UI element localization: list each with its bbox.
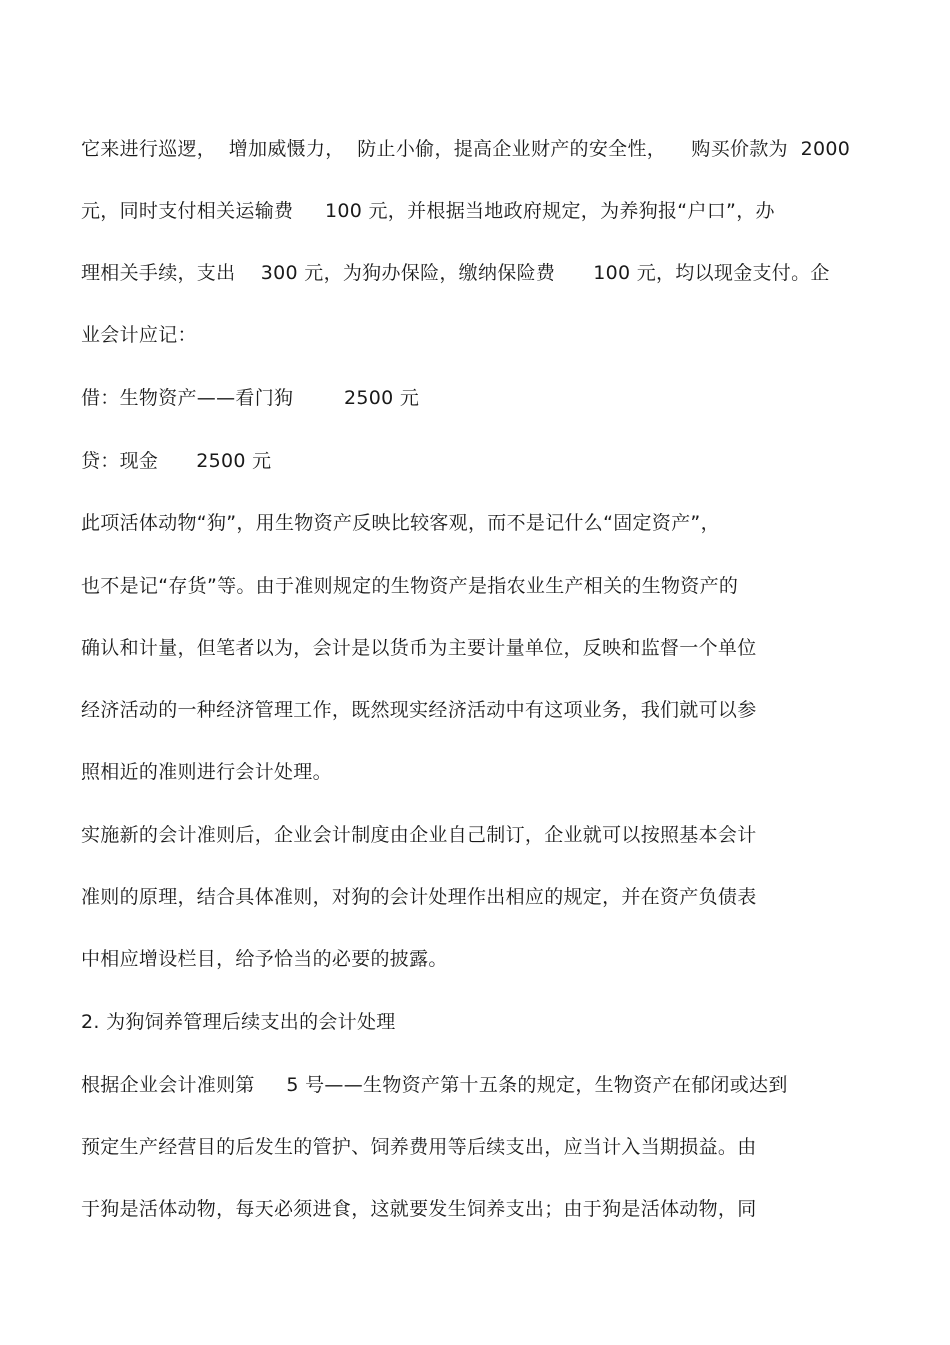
- text-line: 经济活动的一种经济管理工作，既然现实经济活动中有这项业务，我们就可以参: [81, 699, 757, 721]
- text-line: 照相近的准则进行会计处理。: [81, 761, 332, 783]
- text-line: 实施新的会计准则后，企业会计制度由企业自己制订，企业就可以按照基本会计: [81, 824, 757, 846]
- text-line: 准则的原理，结合具体准则，对狗的会计处理作出相应的规定，并在资产负债表: [81, 886, 757, 908]
- text-line: 根据企业会计准则第 5 号——生物资产第十五条的规定，生物资产在郁闭或达到: [81, 1074, 788, 1096]
- text-line: 元，同时支付相关运输费 100 元，并根据当地政府规定，为养狗报“户口”，办: [81, 200, 775, 222]
- text-line: 中相应增设栏目，给予恰当的必要的披露。: [81, 948, 448, 970]
- text-line: 于狗是活体动物，每天必须进食，这就要发生饲养支出；由于狗是活体动物，同: [81, 1198, 757, 1220]
- text-line: 此项活体动物“狗”，用生物资产反映比较客观，而不是记什么“固定资产”，: [81, 512, 720, 534]
- text-line: 也不是记“存货”等。由于准则规定的生物资产是指农业生产相关的生物资产的: [81, 575, 739, 597]
- text-line: 预定生产经营目的后发生的管护、饲养费用等后续支出，应当计入当期损益。由: [81, 1136, 757, 1158]
- text-line: 理相关手续，支出 300 元，为狗办保险，缴纳保险费 100 元，均以现金支付。企: [81, 262, 830, 284]
- text-line: 它来进行巡逻， 增加威慑力， 防止小偷，提高企业财产的安全性， 购买价款为 2000: [81, 138, 851, 160]
- text-line: 确认和计量，但笔者以为，会计是以货币为主要计量单位，反映和监督一个单位: [81, 637, 757, 659]
- journal-entry-debit: 借：生物资产——看门狗 2500 元: [81, 387, 420, 409]
- text-line: 业会计应记：: [81, 324, 197, 346]
- section-heading: 2. 为狗饲养管理后续支出的会计处理: [81, 1011, 396, 1033]
- journal-entry-credit: 贷：现金 2500 元: [81, 450, 272, 472]
